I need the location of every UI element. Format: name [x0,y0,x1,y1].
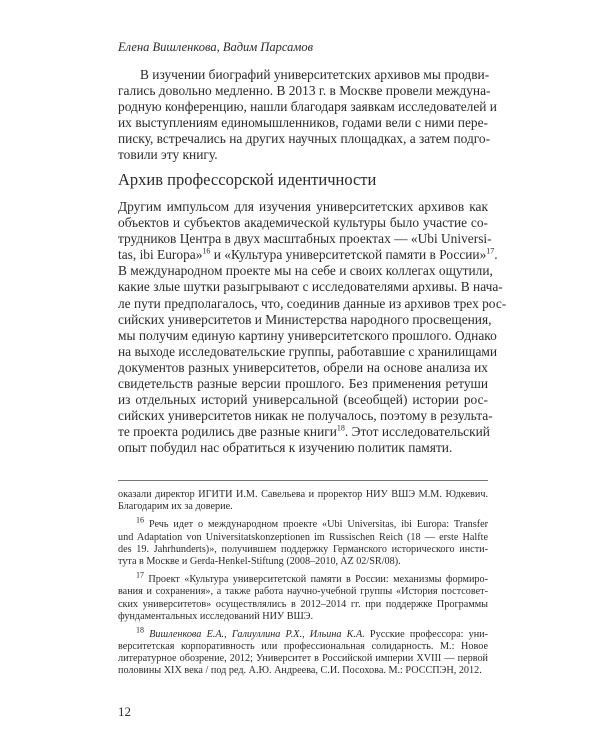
text-line: родную конференцию, нашли благодаря заявкам исследователей и [118,99,497,115]
text-line: опыт побудил нас обратиться к изучению политик памяти. [118,440,453,456]
footnote-ref-16[interactable]: 16 [202,246,211,256]
text-line: свидетельств разные версии прошлого. Без применения ретуши [118,376,488,392]
footnote-divider [118,480,488,481]
text-line: трудников Центра в двух масштабных проектах — «Ubi Universi- [118,231,492,247]
footnote-continuation: оказали директор ИГИТИ И.М. Савельева и проректор НИУ ВШЭ М.М. Юдкевич. Благодарим их за доверие. [118,489,488,513]
footnote-ref-17[interactable]: 17 [486,246,495,256]
text-line: tas, ibi Europa»$^{16}$ и «Культура университетской памяти в России»$^{17}$. [118,246,498,263]
page-number: 12 [118,704,131,719]
text-line: какие злые шутки разыгрывают с исследователями архивы. В нача- [118,279,503,295]
text-line: на выходе исследовательские группы, работавшие с хранилищами [118,343,498,359]
text-line: ле пути предполагалось, что, соединив данные из архивов трех рос- [118,295,507,311]
footnote-ref-18[interactable]: 18 [336,423,345,433]
text-line: документов разных университетов, обрели на основе анализа их [118,359,488,375]
section-heading: Архив профессорской идентичности [118,170,377,189]
text-line: объектов и субъектов академической культуры было участие со- [118,215,488,231]
running-header: Елена Вишленкова, Вадим Парсамов [118,40,314,54]
text-line: В изучении биографий университетских архивов мы продви- [140,67,490,82]
footnote-18: $^{18}$ Вишленкова Е.А., Галиуллина Р.Х., Ильина К.А. Русские профессора: уни- верситетская корпоративность или профессиональная солидарность. М.: Новое литературное обозрение, 2012; Университет в Российской империи XVIII — первой половины XIX века / под ред. А.Ю. Андреева, С.И. Посохова. М.: РОССПЭН, 2012. [118,625,489,677]
text-line: В международном проекте мы на себе и своих коллегах ощутили, [118,263,493,279]
text-line: товили эту книгу. [118,147,218,163]
text-line: из отдельных историй универсальной (всеобщей) истории рос- [118,392,488,408]
text-line: гались довольно медленно. В 2013 г. в Москве провели междуна- [118,83,491,99]
footnote-16: $^{16}$ Речь идет о международном проекте «Ubi Universitas, ibi Europa: Transfer und Adaptation von Universitatskonzeptionen im Russischen Reich (18 — erste Halfte des 19. Jahrhunderts)», получившем поддержку Германского исторического инсти- тута в Москве и Gerda-Henkel-Stiftung (2008–2010, AZ 02/SR/08). [118,515,489,567]
text-line: сийских университетов никак не получалось, поэтому в результа- [118,408,493,424]
text-line: писку, встречались на других научных площадках, а затем подго- [118,131,491,147]
text-line: те проекта родились две разные книги$^{18}$. Этот исследовательский [118,423,490,440]
footnotes [118,489,488,684]
text-line: Другим импульсом для изучения университетских архивов как [118,199,488,214]
text-line: мы получим единую картину университетского прошлого. Однако [118,327,497,343]
footnote-17: $^{17}$ Проект «Культура университетской памяти в России: механизмы формиро- вания и сохранения», а также работа научно-учебной группы «История постсовет- ских университетов» осуществлялись в 2012–2014 гг. при поддержке Программы фундаментальных исследований НИУ ВШЭ. [118,570,489,622]
paragraph-intro [118,67,497,164]
text-line: сийских университетов и Министерства народного просвещения, [118,311,492,327]
text-line: их выступлениям единомышленников, годами вели с ними пере- [118,115,488,131]
paragraph-archive [118,199,507,457]
